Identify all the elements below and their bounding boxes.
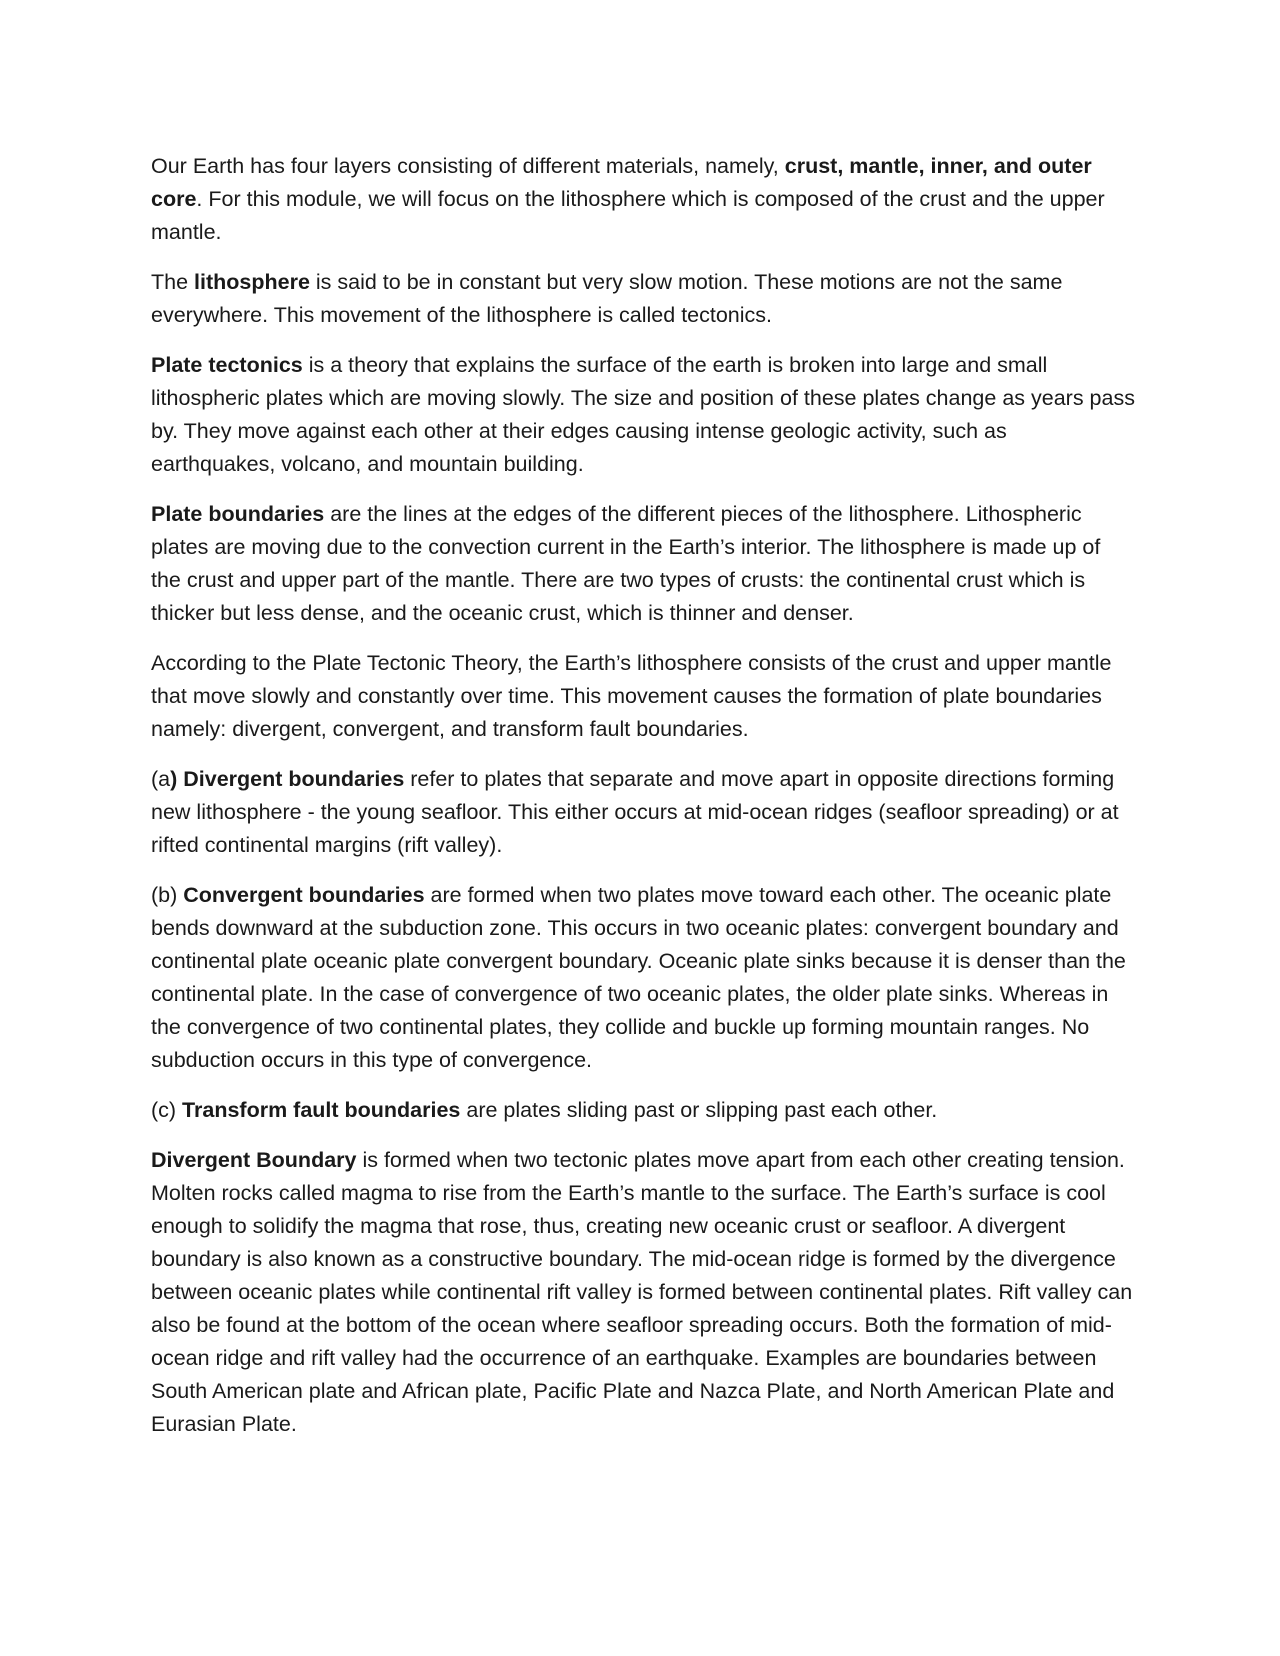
bold-term: lithosphere	[194, 270, 310, 294]
text-run: is a theory that explains the surface of the earth is broken into large and small lithospheric plates which are moving slowly. The size and position of these plates change as years pass by. They move against each other at their edges causing intense geologic activity, such as earthquakes, volcano, and mountain building.	[151, 353, 1135, 476]
text-run: . For this module, we will focus on the lithosphere which is composed of the crust and the upper mantle.	[151, 187, 1105, 244]
paragraph-convergent-boundaries	[151, 879, 1136, 1077]
text-run: (c)	[151, 1098, 183, 1122]
text-run: is formed when two tectonic plates move apart from each other creating tension. Molten rocks called magma to rise from the Earth’s mantle to the surface. The Earth’s surface is cool enough to solidify the magma that rose, thus, creating new oceanic crust or seafloor. A divergent boundary is also known as a constructive boundary. The mid-ocean ridge is formed by the divergence between oceanic plates while continental rift valley is formed between continental plates. Rift valley can also be found at the bottom of the ocean where seafloor spreading occurs. Both the formation of mid-ocean ridge and rift valley had the occurrence of an earthquake. Examples are boundaries between South American plate and African plate, Pacific Plate and Nazca Plate, and North American Plate and Eurasian Plate.	[151, 1148, 1133, 1436]
text-run: The	[151, 270, 195, 294]
text-run: Our Earth has four layers consisting of different materials, namely,	[151, 154, 785, 178]
paragraph-divergent-boundary	[151, 1144, 1136, 1441]
bold-term: crust, mantle, inner, and outer core	[151, 154, 1092, 211]
paragraph-plate-tectonic-theory	[151, 647, 1136, 746]
bold-term: Convergent boundaries	[183, 883, 425, 907]
bold-term: Plate boundaries	[151, 502, 325, 526]
paragraph-plate-boundaries	[151, 498, 1136, 630]
bold-term: Plate tectonics	[151, 353, 303, 377]
paragraph-lithosphere	[151, 266, 1136, 332]
paragraph-plate-tectonics	[151, 349, 1136, 481]
text-run: (a	[151, 767, 171, 791]
document-body	[151, 150, 1136, 1458]
text-run: According to the Plate Tectonic Theory, the Earth’s lithosphere consists of the crust and upper mantle that move slowly and constantly over time. This movement causes the formation of plate boundaries namely: divergent, convergent, and transform fault boundaries.	[151, 651, 1112, 741]
text-run: is said to be in constant but very slow motion. These motions are not the same everywhere. This movement of the lithosphere is called tectonics.	[151, 270, 1063, 327]
text-run: (b)	[151, 883, 184, 907]
text-run: are the lines at the edges of the different pieces of the lithosphere. Lithospheric plates are moving due to the convection current in the Earth’s interior. The lithosphere is made up of the crust and upper part of the mantle. There are two types of crusts: the continental crust which is thicker but less dense, and the oceanic crust, which is thinner and denser.	[151, 502, 1101, 625]
bold-term: Divergent Boundary	[151, 1148, 357, 1172]
text-run: are formed when two plates move toward each other. The oceanic plate bends downward at the subduction zone. This occurs in two oceanic plates: convergent boundary and continental plate oceanic plate convergent boundary. Oceanic plate sinks because it is denser than the continental plate. In the case of convergence of two oceanic plates, the older plate sinks. Whereas in the convergence of two continental plates, they collide and buckle up forming mountain ranges. No subduction occurs in this type of convergence.	[151, 883, 1126, 1072]
paragraph-earth-layers	[151, 150, 1136, 249]
paragraph-transform-fault-boundaries	[151, 1094, 1136, 1127]
paragraph-divergent-boundaries	[151, 763, 1136, 862]
bold-term: Transform fault boundaries	[182, 1098, 461, 1122]
bold-term: ) Divergent boundaries	[170, 767, 405, 791]
text-run: refer to plates that separate and move apart in opposite directions forming new lithosphere - the young seafloor. This either occurs at mid-ocean ridges (seafloor spreading) or at rifted continental margins (rift valley).	[151, 767, 1119, 857]
text-run: are plates sliding past or slipping past each other.	[460, 1098, 938, 1122]
